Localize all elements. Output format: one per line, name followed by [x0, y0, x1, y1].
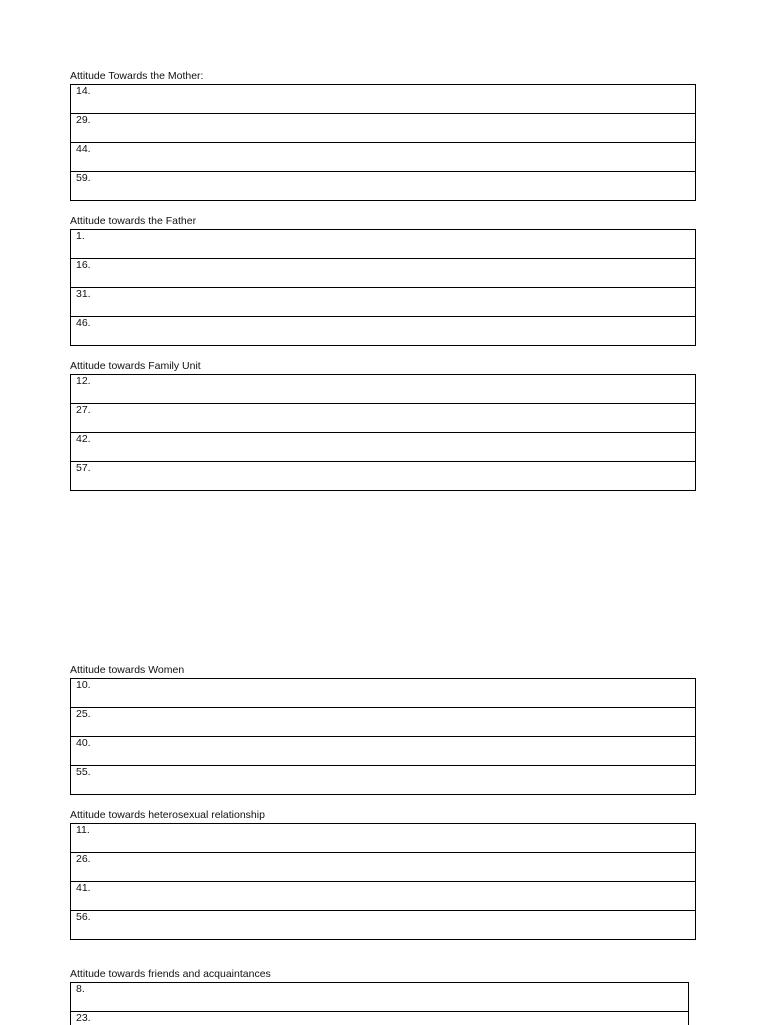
form-table [70, 823, 696, 940]
form-row[interactable] [71, 316, 695, 345]
item-number: 23. [76, 1012, 91, 1024]
item-number: 11. [76, 824, 90, 836]
section-title: Attitude towards Family Unit [70, 360, 201, 372]
item-number: 46. [76, 317, 91, 329]
item-number: 55. [76, 766, 91, 778]
item-number: 59. [76, 172, 91, 184]
item-number: 31. [76, 288, 91, 300]
form-row[interactable] [71, 736, 695, 765]
item-number: 29. [76, 114, 91, 126]
form-table [70, 374, 696, 491]
item-number: 1. [76, 230, 85, 242]
form-row[interactable] [71, 403, 695, 432]
item-number: 8. [76, 983, 85, 995]
form-row[interactable] [71, 230, 695, 258]
item-number: 27. [76, 404, 91, 416]
item-number: 10. [76, 679, 91, 691]
section-title: Attitude towards the Father [70, 215, 197, 227]
section-title: Attitude Towards the Mother: [70, 70, 204, 82]
form-row[interactable] [71, 910, 695, 939]
form-table [70, 678, 696, 795]
form-row[interactable] [71, 171, 695, 200]
section-title: Attitude towards Women [70, 664, 185, 676]
item-number: 12. [76, 375, 91, 387]
form-row[interactable] [71, 983, 688, 1011]
form-row[interactable] [71, 1011, 688, 1025]
form-row[interactable] [71, 432, 695, 461]
form-row[interactable] [71, 707, 695, 736]
form-row[interactable] [71, 85, 695, 113]
form-table [70, 982, 689, 1025]
item-number: 14. [76, 85, 91, 97]
form-table [70, 84, 696, 201]
form-row[interactable] [71, 765, 695, 794]
item-number: 44. [76, 143, 91, 155]
section-title: Attitude towards friends and acquaintances [70, 968, 271, 980]
item-number: 41. [76, 882, 91, 894]
item-number: 25. [76, 708, 91, 720]
form-row[interactable] [71, 287, 695, 316]
item-number: 57. [76, 462, 91, 474]
form-row[interactable] [71, 679, 695, 707]
form-row[interactable] [71, 142, 695, 171]
form-row[interactable] [71, 824, 695, 852]
form-row[interactable] [71, 852, 695, 881]
form-table [70, 229, 696, 346]
form-row[interactable] [71, 113, 695, 142]
form-row[interactable] [71, 258, 695, 287]
form-row[interactable] [71, 461, 695, 490]
form-row[interactable] [71, 375, 695, 403]
item-number: 42. [76, 433, 91, 445]
item-number: 56. [76, 911, 91, 923]
item-number: 40. [76, 737, 91, 749]
item-number: 16. [76, 259, 91, 271]
item-number: 26. [76, 853, 91, 865]
section-title: Attitude towards heterosexual relationship [70, 809, 265, 821]
form-row[interactable] [71, 881, 695, 910]
